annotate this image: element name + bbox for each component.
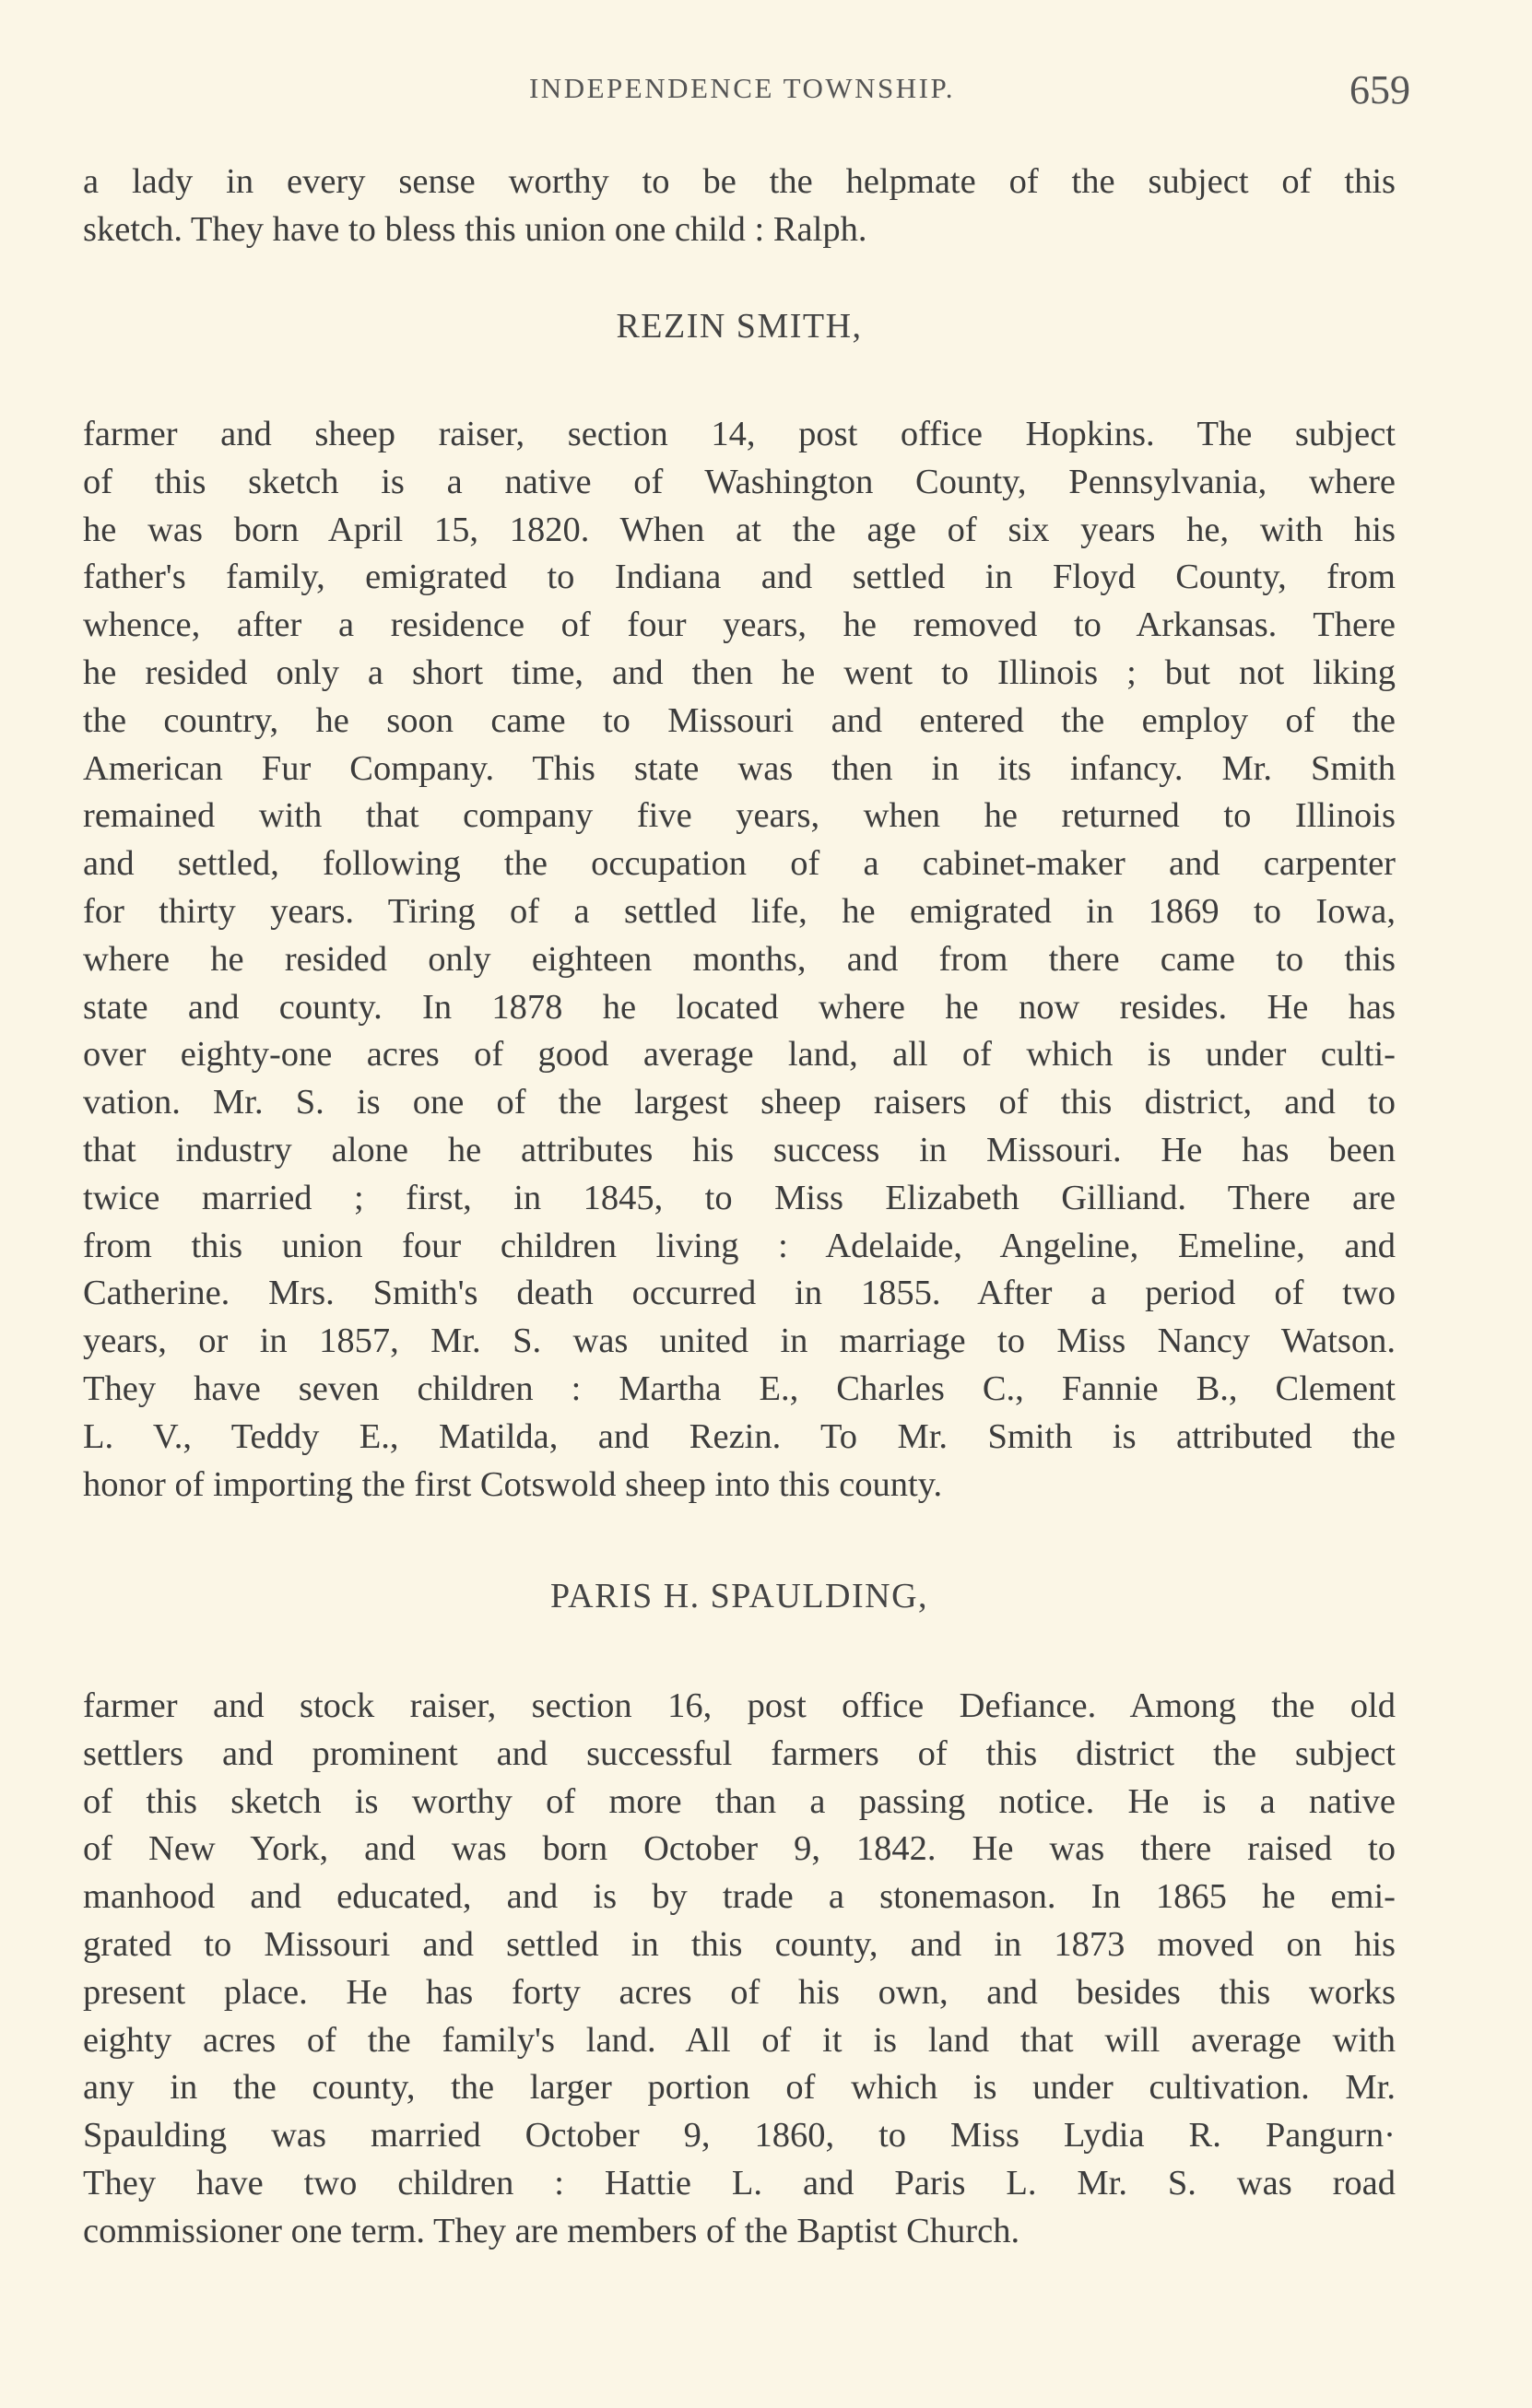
text-line: any in the county, the larger portion of which is under cultivation. Mr. — [83, 2068, 1396, 2108]
running-title: INDEPENDENCE TOWNSHIP. — [528, 72, 956, 104]
text-line: he was born April 15, 1820. When at the age of six years he, with his — [83, 510, 1396, 549]
text-line: farmer and sheep raiser, section 14, post office Hopkins. The subject — [83, 415, 1396, 453]
running-head — [83, 67, 1410, 118]
text-line: Catherine. Mrs. Smith's death occurred in 1855. After a period of two — [83, 1274, 1396, 1313]
text-line: whence, after a residence of four years, he removed to Arkansas. There — [83, 605, 1396, 645]
text-line: American Fur Company. This state was then in its infancy. Mr. Smith — [83, 748, 1396, 788]
text-line: farmer and stock raiser, section 16, post office Defiance. Among the old — [83, 1686, 1396, 1725]
text-line: eighty acres of the family's land. All of it is land that will average with — [83, 2020, 1396, 2060]
text-line: vation. Mr. S. is one of the largest sheep raisers of this district, and to — [83, 1083, 1396, 1122]
intro-paragraph — [83, 159, 1396, 254]
text-line: sketch. They have to bless this union one child : Ralph. — [83, 209, 867, 249]
text-line: father's family, emigrated to Indiana and settled in Floyd County, from — [83, 558, 1396, 597]
text-line: commissioner one term. They are members of the Baptist Church. — [83, 2211, 1020, 2250]
text-line: for thirty years. Tiring of a settled life, he emigrated in 1869 to Iowa, — [83, 891, 1396, 931]
text-line: honor of importing the first Cotswold sheep into this county. — [83, 1464, 943, 1504]
section-heading-paris-h-spaulding: PARIS H. SPAULDING, — [549, 1577, 929, 1615]
section-heading-rezin-smith: REZIN SMITH, — [616, 307, 863, 346]
text-line: where he resided only eighteen months, and from there came to this — [83, 939, 1396, 979]
text-line: he resided only a short time, and then he went to Illinois ; but not liking — [83, 652, 1396, 692]
text-line: manhood and educated, and is by trade a stonemason. In 1865 he emi- — [83, 1877, 1396, 1917]
text-line: over eighty-one acres of good average land, all of which is under culti- — [83, 1035, 1396, 1075]
text-line: of this sketch is a native of Washington County, Pennsylvania, where — [83, 462, 1396, 501]
text-line: They have seven children : Martha E., Charles C., Fannie B., Clement — [83, 1368, 1396, 1408]
text-line: They have two children : Hattie L. and Paris L. Mr. S. was road — [83, 2163, 1396, 2202]
text-line: and settled, following the occupation of a cabinet-maker and carpenter — [83, 844, 1396, 884]
page-number: 659 — [1349, 67, 1410, 112]
text-line: twice married ; first, in 1845, to Miss Elizabeth Gilliand. There are — [83, 1178, 1396, 1217]
text-line: a lady in every sense worthy to be the helpmate of the subject of this — [83, 162, 1396, 201]
text-line: settlers and prominent and successful farmers of this district the subject — [83, 1733, 1396, 1773]
text-line: that industry alone he attributes his success in Missouri. He has been — [83, 1130, 1396, 1169]
text-line: the country, he soon came to Missouri and entered the employ of the — [83, 700, 1396, 740]
paris-spaulding-paragraph — [83, 1683, 1396, 2256]
text-line: years, or in 1857, Mr. S. was united in marriage to Miss Nancy Watson. — [83, 1321, 1396, 1361]
text-line: state and county. In 1878 he located where he now resides. He has — [83, 987, 1396, 1027]
text-line: L. V., Teddy E., Matilda, and Rezin. To Mr. Smith is attributed the — [83, 1416, 1396, 1456]
text-line: remained with that company five years, when he returned to Illinois — [83, 796, 1396, 836]
text-line: grated to Missouri and settled in this county, and in 1873 moved on his — [83, 1924, 1396, 1964]
text-line: from this union four children living : Adelaide, Angeline, Emeline, and — [83, 1226, 1396, 1265]
text-line: Spaulding was married October 9, 1860, to Miss Lydia R. Pangurn· — [83, 2116, 1396, 2155]
text-line: present place. He has forty acres of his own, and besides this works — [83, 1972, 1396, 2012]
text-line: of New York, and was born October 9, 1842. He was there raised to — [83, 1829, 1396, 1869]
rezin-smith-paragraph — [83, 411, 1396, 1509]
text-line: of this sketch is worthy of more than a passing notice. He is a native — [83, 1781, 1396, 1821]
